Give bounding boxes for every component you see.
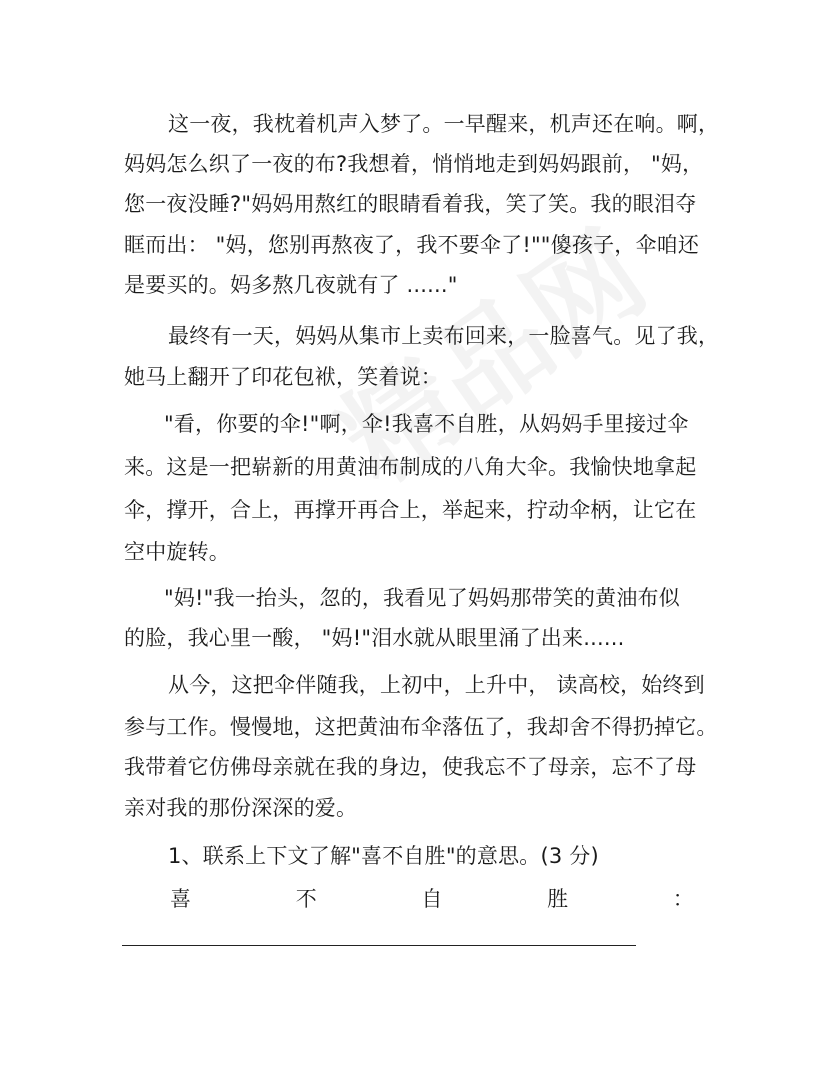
passage-line: "妈!"我一抬头，忽的，我看见了妈妈那带笑的黄油布似 (164, 586, 680, 610)
answer-prompt-char: ： (672, 887, 694, 911)
passage-line: 最终有一天，妈妈从集市上卖布回来，一脸喜气。见了我， (168, 324, 720, 348)
passage-line: 是要买的。妈多熬几夜就有了 ......" (124, 273, 458, 297)
passage-line: 的脸，我心里一酸， "妈!"泪水就从眼里涌了出来...... (124, 626, 625, 650)
passage-line: 您一夜没睡?"妈妈用熬红的眼睛看着我，笑了笑。我的眼泪夺 (124, 192, 697, 216)
passage-line: 空中旋转。 (124, 540, 230, 564)
passage-line: 她马上翻开了印花包袱，笑着说： (124, 365, 442, 389)
passage-line: 我带着它仿佛母亲就在我的身边，使我忘不了母亲，忘不了母 (124, 755, 697, 779)
passage-line: 来。这是一把崭新的用黄油布制成的八角大伞。我愉快地拿起 (124, 455, 697, 479)
passage-line: 这一夜，我枕着机声入梦了。一早醒来，机声还在响。啊， (168, 112, 720, 136)
answer-prompt-char: 自 (421, 887, 443, 911)
passage-line: 伞，撑开，合上，再撑开再合上，举起来，拧动伞柄，让它在 (124, 498, 697, 522)
passage-line: 亲对我的那份深深的爱。 (124, 796, 358, 820)
answer-prompt-char: 不 (295, 887, 317, 911)
passage-line: "看，你要的伞!"啊，伞!我喜不自胜，从妈妈手里接过伞 (164, 412, 689, 436)
question-text: 1、联系上下文了解"喜不自胜"的意思。(3 分) (168, 844, 599, 868)
answer-blank-line[interactable] (122, 945, 636, 946)
passage-line: 参与工作。慢慢地，这把黄油布伞落伍了，我却舍不得扔掉它。 (124, 715, 718, 739)
answer-prompt-char: 胜 (547, 887, 569, 911)
passage-line: 眶而出： "妈，您别再熬夜了，我不要伞了!""傻孩子，伞咱还 (124, 233, 700, 257)
passage-line: 妈妈怎么织了一夜的布?我想着，悄悄地走到妈妈跟前， "妈， (124, 152, 704, 176)
passage-line: 从今，这把伞伴随我，上初中，上升中， 读高校，始终到 (168, 673, 705, 697)
answer-prompt (170, 881, 694, 917)
answer-prompt-char: 喜 (170, 887, 192, 911)
